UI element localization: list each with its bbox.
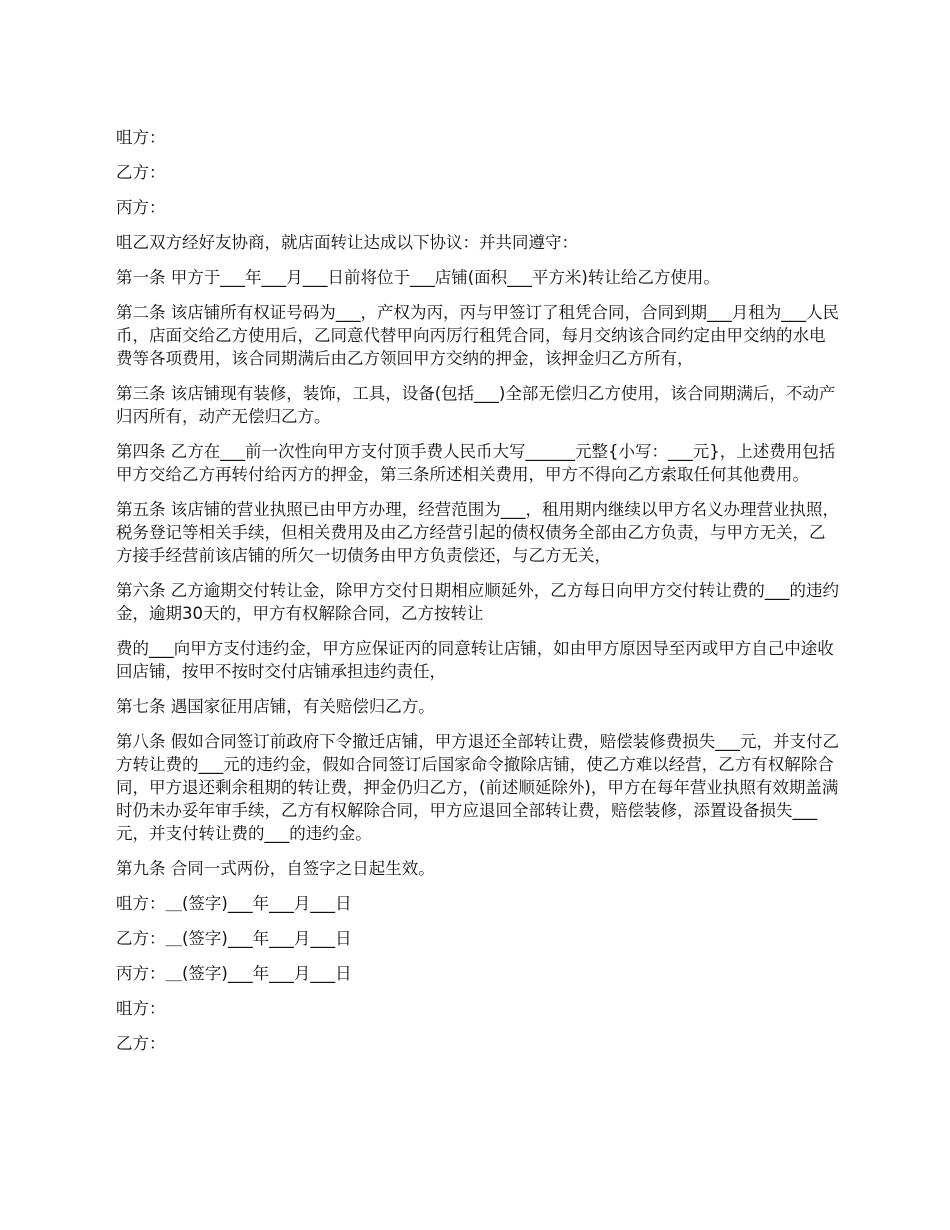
article-7: 第七条 遇国家征用店铺，有关赔偿归乙方。 <box>116 697 435 716</box>
party-b-label: 乙方： <box>116 163 166 182</box>
article-9: 第九条 合同一式两份，自签字之日起生效。 <box>116 859 435 878</box>
article-2: 第二条 该店铺所有权证号码为___，产权为丙，丙与甲签订了租凭合同，合同到期___月租为___人民币，店面交给乙方使用后，乙同意代替甲向丙厉行租凭合同，每月交纳该合同约定由甲交纳的水电费等各项费用，该合同期满后由乙方领回甲方交纳的押金，该押金归乙方所有， <box>116 303 839 368</box>
article-1: 第一条 甲方于___年___月___日前将位于___店铺(面积___平方米)转让给乙方使用。 <box>116 268 720 287</box>
article-8: 第八条 假如合同签订前政府下令撤迁店铺，甲方退还全部转让费，赔偿装修费损失___元，并支付乙方转让费的___元的违约金，假如合同签订后国家命令撤除店铺，使乙方难以经营，乙方有权解除合同，甲方退还剩余租期的转让费，押金仍归乙方，(前述顺延除外)，甲方在每年营业执照有效期盖满时仍未办妥年审手续，乙方有权解除合同，甲方应退回全部转让费，赔偿装修，添置设备损失___元，并支付转让费的___的违约金。 <box>116 732 839 843</box>
article-6-continued: 费的___向甲方支付违约金，甲方应保证丙的同意转让店铺，如由甲方原因导至丙或甲方自己中途收回店铺，按甲不按时交付店铺承担违约责任， <box>116 639 834 681</box>
intro-paragraph: 咀乙双方经好友协商，就店面转让达成以下协议：并共同遵守： <box>116 233 578 252</box>
party-a-label: 咀方： <box>116 128 166 147</box>
signature-party-b: 乙方：＿(签字)___年___月___日 <box>116 929 352 948</box>
signature-party-c: 丙方：＿(签字)___年___月___日 <box>116 964 352 983</box>
footer-party-b-label: 乙方： <box>116 1034 166 1053</box>
article-6: 第六条 乙方逾期交付转让金，除甲方交付日期相应顺延外，乙方每日向甲方交付转让费的___的违约金，逾期30天的，甲方有权解除合同，乙方按转让 <box>116 581 839 623</box>
party-c-label: 丙方： <box>116 198 166 217</box>
signature-party-a: 咀方：＿(签字)___年___月___日 <box>116 894 352 913</box>
document-body <box>116 126 840 1067</box>
article-5: 第五条 该店铺的营业执照已由甲方办理，经营范围为___，租用期内继续以甲方名义办理营业执照，税务登记等相关手续，但相关费用及由乙方经营引起的债权债务全部由乙方负责，与甲方无关，乙方接手经营前该店铺的所欠一切债务由甲方负责偿还，与乙方无关， <box>116 500 839 565</box>
article-3: 第三条 该店铺现有装修，装饰，工具，设备(包括___)全部无偿归乙方使用，该合同期满后，不动产归丙所有，动产无偿归乙方。 <box>116 384 836 426</box>
footer-party-a-label: 咀方： <box>116 999 166 1018</box>
article-4: 第四条 乙方在___前一次性向甲方支付顶手费人民币大写______元整{小写：___元}，上述费用包括甲方交给乙方再转付给丙方的押金，第三条所述相关费用，甲方不得向乙方索取任何其他费用。 <box>116 442 836 484</box>
